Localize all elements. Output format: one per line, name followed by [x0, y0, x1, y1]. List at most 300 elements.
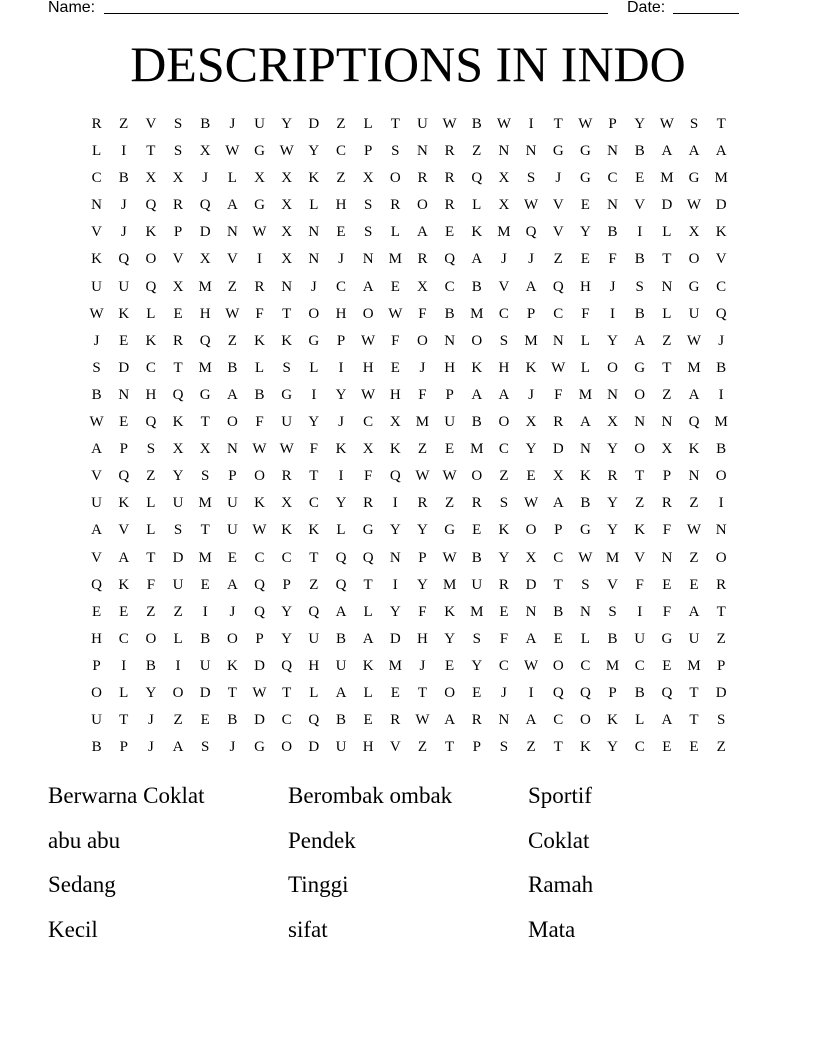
- grid-letter[interactable]: T: [200, 522, 210, 539]
- grid-letter[interactable]: E: [662, 739, 672, 756]
- grid-letter[interactable]: I: [528, 116, 534, 132]
- grid-letter[interactable]: A: [91, 522, 102, 539]
- grid-letter[interactable]: D: [552, 441, 564, 458]
- grid-letter[interactable]: S: [717, 712, 726, 729]
- grid-letter[interactable]: P: [282, 576, 291, 593]
- grid-letter[interactable]: M: [470, 603, 484, 620]
- grid-letter[interactable]: W: [578, 549, 593, 566]
- grid-letter[interactable]: K: [579, 468, 591, 485]
- grid-letter[interactable]: J: [120, 224, 127, 241]
- grid-letter[interactable]: R: [498, 576, 509, 593]
- grid-letter[interactable]: L: [119, 684, 129, 701]
- grid-letter[interactable]: U: [444, 414, 456, 431]
- grid-letter[interactable]: R: [444, 143, 455, 160]
- grid-letter[interactable]: I: [311, 386, 317, 403]
- grid-letter[interactable]: W: [523, 197, 539, 214]
- grid-letter[interactable]: T: [689, 712, 699, 729]
- grid-letter[interactable]: Z: [526, 739, 536, 756]
- grid-letter[interactable]: X: [172, 278, 184, 295]
- grid-letter[interactable]: M: [198, 549, 212, 566]
- grid-letter[interactable]: H: [579, 278, 591, 295]
- grid-letter[interactable]: A: [226, 576, 238, 593]
- grid-letter[interactable]: D: [308, 739, 320, 756]
- grid-letter[interactable]: O: [417, 197, 428, 214]
- grid-letter[interactable]: W: [442, 116, 457, 132]
- grid-letter[interactable]: A: [471, 386, 483, 403]
- grid-letter[interactable]: A: [552, 495, 564, 512]
- grid-letter[interactable]: F: [418, 305, 427, 322]
- grid-letter[interactable]: H: [417, 630, 428, 647]
- grid-letter[interactable]: Y: [607, 332, 618, 349]
- grid-letter[interactable]: G: [254, 197, 265, 214]
- grid-letter[interactable]: X: [199, 441, 211, 458]
- grid-letter[interactable]: B: [716, 441, 727, 458]
- grid-letter[interactable]: W: [252, 684, 267, 701]
- grid-letter[interactable]: S: [92, 359, 101, 376]
- grid-letter[interactable]: K: [254, 332, 265, 349]
- grid-letter[interactable]: U: [471, 576, 483, 593]
- grid-letter[interactable]: F: [554, 386, 563, 403]
- grid-letter[interactable]: I: [338, 468, 344, 485]
- grid-letter[interactable]: L: [580, 359, 590, 376]
- grid-letter[interactable]: D: [715, 197, 727, 214]
- grid-letter[interactable]: J: [202, 170, 209, 187]
- grid-letter[interactable]: X: [199, 143, 211, 160]
- grid-letter[interactable]: Z: [227, 332, 237, 349]
- grid-letter[interactable]: I: [338, 359, 344, 376]
- grid-letter[interactable]: I: [392, 576, 398, 593]
- grid-letter[interactable]: Z: [173, 603, 183, 620]
- grid-letter[interactable]: X: [525, 549, 537, 566]
- grid-letter[interactable]: I: [637, 603, 643, 620]
- grid-letter[interactable]: T: [553, 739, 563, 756]
- grid-letter[interactable]: T: [662, 359, 672, 376]
- grid-letter[interactable]: Z: [662, 386, 672, 403]
- grid-letter[interactable]: Y: [607, 495, 618, 512]
- grid-letter[interactable]: V: [91, 224, 102, 241]
- grid-letter[interactable]: T: [363, 576, 373, 593]
- grid-letter[interactable]: B: [471, 116, 482, 132]
- grid-letter[interactable]: Q: [145, 278, 157, 295]
- grid-letter[interactable]: U: [91, 495, 102, 512]
- grid-letter[interactable]: L: [309, 684, 319, 701]
- grid-letter[interactable]: N: [607, 386, 618, 403]
- grid-letter[interactable]: L: [363, 684, 373, 701]
- grid-letter[interactable]: N: [498, 712, 510, 729]
- grid-letter[interactable]: W: [578, 116, 593, 132]
- grid-letter[interactable]: Q: [118, 251, 130, 268]
- grid-letter[interactable]: W: [551, 359, 566, 376]
- grid-letter[interactable]: M: [470, 441, 484, 458]
- grid-letter[interactable]: R: [417, 495, 428, 512]
- grid-letter[interactable]: N: [525, 143, 537, 160]
- grid-letter[interactable]: M: [415, 414, 430, 431]
- grid-letter[interactable]: K: [471, 359, 483, 376]
- grid-letter[interactable]: R: [471, 712, 482, 729]
- grid-letter[interactable]: Q: [579, 684, 591, 701]
- grid-letter[interactable]: L: [363, 603, 373, 620]
- grid-letter[interactable]: A: [579, 414, 591, 431]
- grid-letter[interactable]: A: [498, 386, 510, 403]
- grid-letter[interactable]: Y: [498, 549, 510, 566]
- grid-letter[interactable]: A: [634, 332, 646, 349]
- grid-letter[interactable]: M: [660, 170, 674, 187]
- grid-letter[interactable]: U: [688, 630, 700, 647]
- grid-letter[interactable]: X: [389, 414, 401, 431]
- grid-letter[interactable]: O: [91, 684, 102, 701]
- grid-letter[interactable]: T: [119, 712, 129, 729]
- grid-letter[interactable]: G: [661, 630, 673, 647]
- grid-letter[interactable]: N: [118, 386, 130, 403]
- grid-letter[interactable]: N: [444, 332, 456, 349]
- grid-letter[interactable]: N: [281, 278, 293, 295]
- grid-letter[interactable]: S: [499, 332, 509, 349]
- grid-letter[interactable]: V: [145, 116, 157, 132]
- grid-letter[interactable]: J: [120, 197, 127, 214]
- grid-letter[interactable]: Z: [417, 739, 428, 756]
- grid-letter[interactable]: S: [363, 197, 373, 214]
- grid-letter[interactable]: E: [363, 712, 373, 729]
- grid-letter[interactable]: N: [308, 251, 320, 268]
- grid-letter[interactable]: A: [525, 630, 537, 647]
- grid-letter[interactable]: R: [281, 468, 292, 485]
- grid-letter[interactable]: C: [498, 441, 509, 458]
- grid-letter[interactable]: X: [688, 224, 700, 241]
- grid-letter[interactable]: N: [226, 224, 238, 241]
- grid-letter[interactable]: M: [524, 332, 538, 349]
- grid-letter[interactable]: L: [580, 332, 590, 349]
- grid-letter[interactable]: B: [607, 224, 618, 241]
- grid-letter[interactable]: L: [91, 143, 102, 160]
- grid-letter[interactable]: E: [173, 305, 183, 322]
- grid-letter[interactable]: G: [281, 386, 293, 403]
- grid-letter[interactable]: M: [714, 170, 728, 187]
- grid-letter[interactable]: B: [91, 739, 102, 756]
- grid-letter[interactable]: O: [471, 332, 483, 349]
- grid-letter[interactable]: Y: [417, 576, 428, 593]
- grid-letter[interactable]: W: [279, 143, 294, 160]
- grid-letter[interactable]: C: [281, 712, 292, 729]
- grid-letter[interactable]: O: [715, 468, 727, 485]
- grid-letter[interactable]: C: [363, 414, 374, 431]
- grid-letter[interactable]: N: [661, 414, 673, 431]
- grid-letter[interactable]: W: [442, 549, 457, 566]
- grid-letter[interactable]: Q: [715, 305, 727, 322]
- grid-letter[interactable]: C: [634, 657, 645, 674]
- grid-letter[interactable]: S: [173, 143, 183, 160]
- grid-letter[interactable]: J: [528, 251, 534, 268]
- grid-letter[interactable]: D: [118, 359, 130, 376]
- grid-letter[interactable]: C: [553, 712, 564, 729]
- grid-letter[interactable]: L: [635, 712, 645, 729]
- grid-letter[interactable]: V: [715, 251, 727, 268]
- grid-letter[interactable]: T: [445, 739, 455, 756]
- grid-letter[interactable]: F: [255, 414, 264, 431]
- grid-letter[interactable]: K: [525, 359, 537, 376]
- grid-letter[interactable]: J: [229, 603, 236, 620]
- grid-letter[interactable]: Z: [119, 116, 129, 132]
- grid-letter[interactable]: T: [309, 549, 319, 566]
- grid-letter[interactable]: A: [444, 712, 456, 729]
- grid-letter[interactable]: S: [608, 603, 617, 620]
- grid-letter[interactable]: Q: [552, 684, 564, 701]
- grid-letter[interactable]: Q: [552, 278, 564, 295]
- grid-letter[interactable]: C: [118, 630, 129, 647]
- grid-letter[interactable]: C: [580, 657, 591, 674]
- grid-letter[interactable]: P: [526, 305, 536, 322]
- grid-letter[interactable]: G: [688, 278, 700, 295]
- grid-letter[interactable]: K: [498, 522, 510, 539]
- grid-letter[interactable]: Q: [661, 684, 673, 701]
- grid-letter[interactable]: U: [91, 278, 102, 295]
- grid-letter[interactable]: N: [525, 603, 537, 620]
- grid-letter[interactable]: R: [444, 170, 455, 187]
- grid-letter[interactable]: I: [610, 305, 616, 322]
- grid-letter[interactable]: D: [389, 630, 401, 647]
- grid-letter[interactable]: A: [715, 143, 727, 160]
- grid-letter[interactable]: A: [688, 603, 700, 620]
- grid-letter[interactable]: K: [118, 495, 130, 512]
- grid-letter[interactable]: L: [146, 495, 156, 512]
- grid-letter[interactable]: F: [635, 576, 644, 593]
- grid-letter[interactable]: K: [145, 224, 157, 241]
- grid-letter[interactable]: S: [526, 170, 536, 187]
- grid-letter[interactable]: Z: [553, 251, 563, 268]
- grid-letter[interactable]: G: [308, 332, 320, 349]
- grid-letter[interactable]: T: [553, 116, 563, 132]
- grid-letter[interactable]: O: [688, 251, 700, 268]
- grid-letter[interactable]: P: [445, 386, 454, 403]
- grid-letter[interactable]: G: [579, 170, 591, 187]
- grid-letter[interactable]: D: [254, 657, 265, 674]
- grid-letter[interactable]: N: [715, 522, 727, 539]
- grid-letter[interactable]: C: [254, 549, 265, 566]
- grid-letter[interactable]: U: [172, 576, 184, 593]
- grid-letter[interactable]: F: [391, 332, 400, 349]
- grid-letter[interactable]: T: [309, 468, 319, 485]
- grid-letter[interactable]: A: [226, 197, 238, 214]
- grid-letter[interactable]: T: [146, 549, 156, 566]
- grid-letter[interactable]: M: [198, 278, 212, 295]
- grid-letter[interactable]: Q: [199, 332, 211, 349]
- grid-letter[interactable]: K: [308, 522, 320, 539]
- grid-letter[interactable]: Q: [199, 197, 211, 214]
- grid-letter[interactable]: P: [363, 143, 373, 160]
- grid-letter[interactable]: Y: [607, 522, 618, 539]
- grid-letter[interactable]: O: [145, 251, 157, 268]
- grid-letter[interactable]: T: [716, 116, 726, 132]
- grid-letter[interactable]: S: [282, 359, 291, 376]
- grid-letter[interactable]: Q: [172, 386, 184, 403]
- grid-letter[interactable]: B: [471, 414, 482, 431]
- grid-letter[interactable]: Y: [281, 116, 293, 132]
- grid-letter[interactable]: L: [662, 224, 672, 241]
- grid-letter[interactable]: Q: [118, 468, 130, 485]
- grid-letter[interactable]: R: [716, 576, 727, 593]
- grid-letter[interactable]: I: [121, 657, 127, 674]
- grid-letter[interactable]: O: [715, 549, 727, 566]
- grid-letter[interactable]: A: [362, 278, 374, 295]
- grid-letter[interactable]: M: [470, 305, 484, 322]
- grid-letter[interactable]: T: [689, 684, 699, 701]
- grid-letter[interactable]: D: [172, 549, 184, 566]
- grid-letter[interactable]: G: [688, 170, 700, 187]
- grid-letter[interactable]: X: [281, 224, 293, 241]
- grid-letter[interactable]: F: [418, 386, 427, 403]
- grid-letter[interactable]: F: [662, 522, 672, 539]
- grid-letter[interactable]: X: [362, 441, 374, 458]
- grid-letter[interactable]: E: [689, 576, 699, 593]
- grid-letter[interactable]: U: [335, 657, 347, 674]
- grid-letter[interactable]: T: [146, 143, 156, 160]
- grid-letter[interactable]: I: [121, 143, 127, 160]
- grid-letter[interactable]: K: [172, 414, 184, 431]
- grid-letter[interactable]: U: [118, 278, 130, 295]
- grid-letter[interactable]: V: [91, 549, 102, 566]
- grid-letter[interactable]: D: [661, 197, 673, 214]
- grid-letter[interactable]: U: [281, 414, 293, 431]
- grid-letter[interactable]: T: [200, 414, 210, 431]
- grid-letter[interactable]: M: [198, 495, 212, 512]
- grid-letter[interactable]: F: [418, 603, 427, 620]
- grid-letter[interactable]: Q: [281, 657, 293, 674]
- grid-letter[interactable]: U: [688, 305, 700, 322]
- grid-letter[interactable]: N: [308, 224, 320, 241]
- grid-letter[interactable]: R: [444, 197, 455, 214]
- grid-letter[interactable]: E: [119, 414, 129, 431]
- grid-letter[interactable]: J: [501, 251, 507, 268]
- grid-letter[interactable]: O: [579, 712, 591, 729]
- grid-letter[interactable]: B: [200, 116, 211, 132]
- grid-letter[interactable]: P: [173, 224, 183, 241]
- grid-letter[interactable]: X: [498, 197, 510, 214]
- grid-letter[interactable]: J: [718, 332, 725, 349]
- grid-letter[interactable]: Y: [145, 684, 157, 701]
- grid-letter[interactable]: C: [444, 278, 455, 295]
- grid-letter[interactable]: P: [608, 116, 617, 132]
- grid-letter[interactable]: T: [390, 116, 400, 132]
- grid-letter[interactable]: K: [607, 712, 618, 729]
- grid-letter[interactable]: Q: [145, 197, 157, 214]
- grid-letter[interactable]: G: [254, 143, 265, 160]
- grid-letter[interactable]: Y: [308, 414, 320, 431]
- grid-letter[interactable]: W: [361, 386, 376, 403]
- grid-letter[interactable]: Q: [688, 414, 700, 431]
- grid-letter[interactable]: W: [388, 305, 403, 322]
- grid-letter[interactable]: E: [580, 197, 590, 214]
- grid-letter[interactable]: E: [635, 170, 645, 187]
- grid-letter[interactable]: X: [607, 414, 618, 431]
- grid-letter[interactable]: H: [498, 359, 510, 376]
- grid-letter[interactable]: W: [442, 468, 457, 485]
- grid-letter[interactable]: K: [634, 522, 646, 539]
- grid-letter[interactable]: X: [281, 251, 293, 268]
- grid-letter[interactable]: T: [227, 684, 237, 701]
- grid-letter[interactable]: A: [335, 603, 347, 620]
- grid-letter[interactable]: E: [499, 603, 509, 620]
- grid-letter[interactable]: K: [444, 603, 456, 620]
- grid-letter[interactable]: O: [525, 522, 537, 539]
- grid-letter[interactable]: G: [362, 522, 374, 539]
- grid-letter[interactable]: B: [716, 359, 727, 376]
- grid-letter[interactable]: R: [390, 197, 401, 214]
- grid-letter[interactable]: O: [226, 414, 238, 431]
- grid-letter[interactable]: H: [335, 197, 347, 214]
- grid-letter[interactable]: T: [282, 305, 292, 322]
- grid-letter[interactable]: K: [308, 170, 320, 187]
- grid-letter[interactable]: W: [89, 414, 104, 431]
- grid-letter[interactable]: V: [91, 468, 102, 485]
- grid-letter[interactable]: P: [662, 468, 672, 485]
- grid-letter[interactable]: L: [146, 305, 156, 322]
- grid-letter[interactable]: X: [254, 170, 265, 187]
- grid-letter[interactable]: N: [579, 603, 591, 620]
- grid-letter[interactable]: P: [119, 441, 128, 458]
- grid-letter[interactable]: S: [472, 630, 481, 647]
- grid-letter[interactable]: Q: [91, 576, 102, 593]
- grid-letter[interactable]: S: [499, 495, 509, 512]
- grid-letter[interactable]: J: [229, 739, 236, 756]
- grid-letter[interactable]: G: [579, 522, 591, 539]
- grid-letter[interactable]: B: [91, 386, 102, 403]
- grid-letter[interactable]: R: [607, 468, 618, 485]
- grid-letter[interactable]: A: [661, 712, 673, 729]
- grid-letter[interactable]: E: [553, 630, 563, 647]
- grid-letter[interactable]: J: [419, 359, 426, 376]
- grid-letter[interactable]: S: [635, 278, 644, 295]
- grid-letter[interactable]: B: [634, 143, 645, 160]
- grid-letter[interactable]: T: [635, 468, 645, 485]
- grid-letter[interactable]: K: [281, 332, 293, 349]
- grid-letter[interactable]: C: [91, 170, 102, 187]
- grid-letter[interactable]: C: [716, 278, 727, 295]
- grid-letter[interactable]: E: [390, 684, 400, 701]
- grid-letter[interactable]: S: [201, 739, 210, 756]
- grid-letter[interactable]: Y: [172, 468, 184, 485]
- grid-letter[interactable]: A: [362, 630, 374, 647]
- grid-letter[interactable]: N: [362, 251, 374, 268]
- grid-letter[interactable]: W: [361, 332, 376, 349]
- grid-letter[interactable]: N: [607, 197, 618, 214]
- grid-letter[interactable]: B: [335, 630, 346, 647]
- grid-letter[interactable]: Z: [635, 495, 645, 512]
- grid-letter[interactable]: P: [336, 332, 346, 349]
- grid-letter[interactable]: E: [526, 468, 536, 485]
- grid-letter[interactable]: E: [200, 712, 210, 729]
- grid-letter[interactable]: H: [335, 305, 347, 322]
- grid-letter[interactable]: A: [525, 712, 537, 729]
- grid-letter[interactable]: J: [93, 332, 100, 349]
- grid-letter[interactable]: E: [390, 359, 400, 376]
- grid-letter[interactable]: R: [661, 495, 672, 512]
- grid-letter[interactable]: R: [91, 116, 102, 132]
- grid-letter[interactable]: M: [388, 251, 402, 268]
- grid-letter[interactable]: Q: [525, 224, 537, 241]
- grid-letter[interactable]: B: [471, 549, 482, 566]
- grid-letter[interactable]: J: [338, 414, 344, 431]
- grid-letter[interactable]: V: [607, 576, 618, 593]
- grid-letter[interactable]: Y: [471, 657, 483, 674]
- grid-letter[interactable]: E: [445, 224, 455, 241]
- grid-letter[interactable]: G: [552, 143, 564, 160]
- grid-letter[interactable]: Z: [336, 170, 346, 187]
- grid-letter[interactable]: W: [225, 143, 240, 160]
- grid-letter[interactable]: K: [688, 441, 700, 458]
- grid-letter[interactable]: X: [172, 441, 184, 458]
- grid-letter[interactable]: U: [417, 116, 428, 132]
- grid-letter[interactable]: K: [389, 441, 401, 458]
- grid-letter[interactable]: M: [605, 549, 620, 566]
